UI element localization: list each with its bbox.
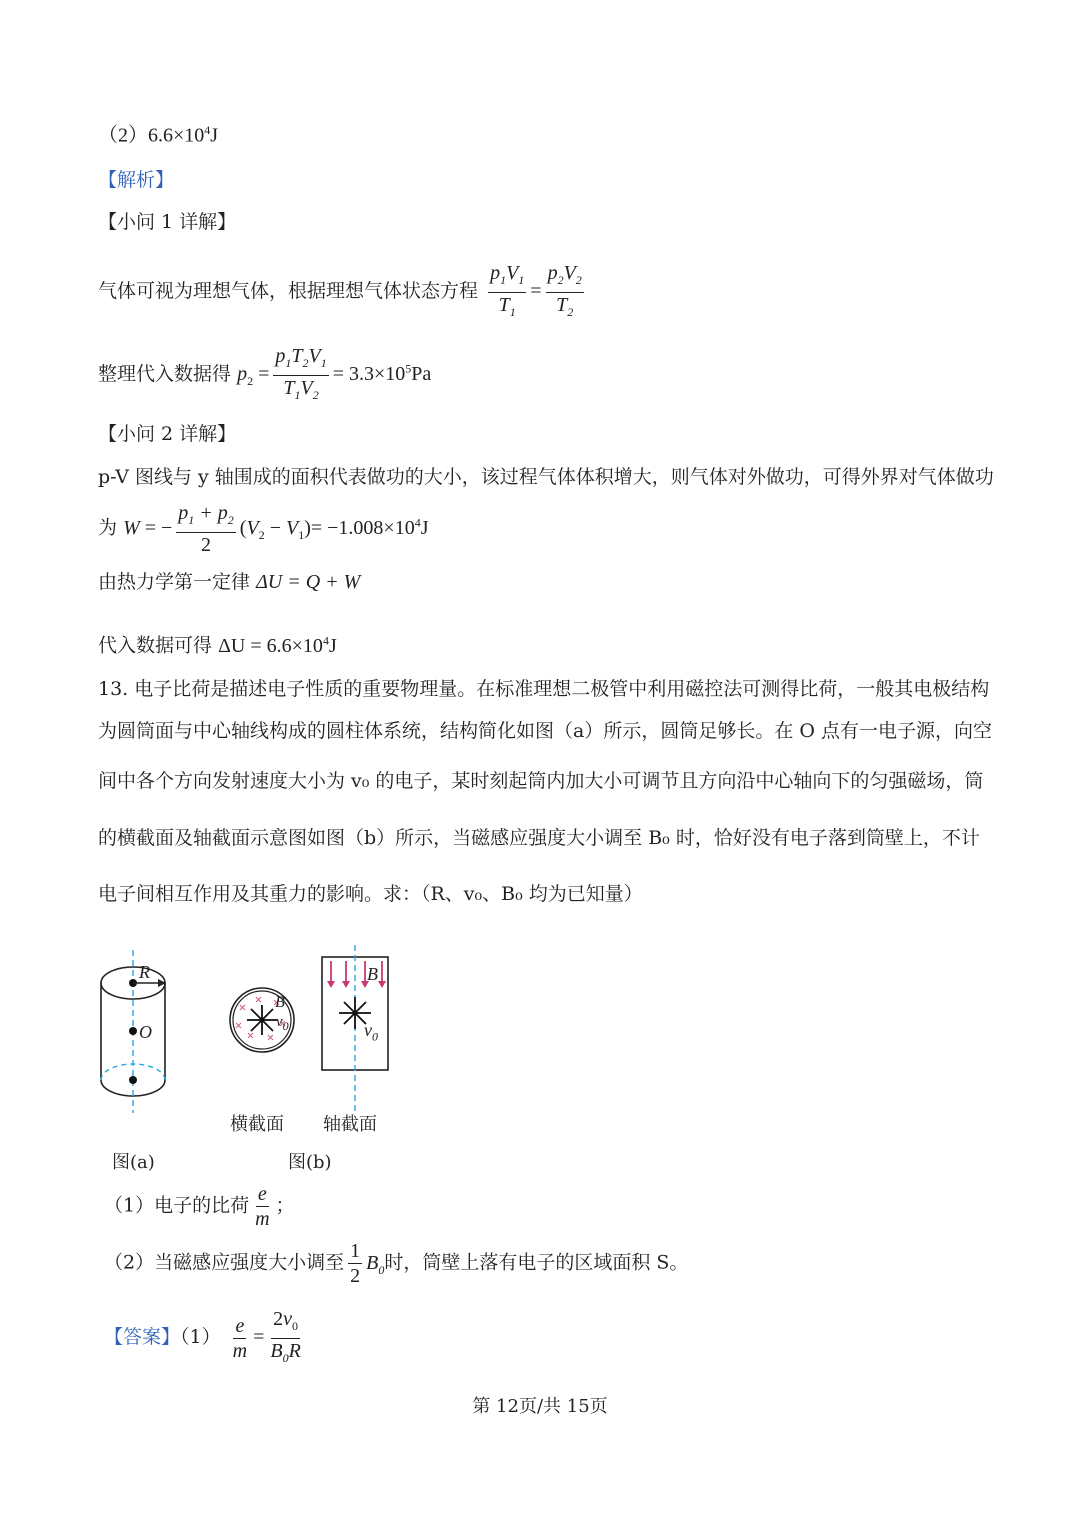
label-fig-a: 图(a) [112, 1152, 155, 1173]
work-unit: J [420, 516, 429, 539]
B0-symbol: $B_0$ [366, 1251, 385, 1277]
label-B-cross: B [275, 994, 285, 1011]
sub-question-1 [104, 1183, 295, 1230]
ideal-gas-formula: $\frac{p_1V_1}{T_1}$ = $\frac{p_2V_2}{T_2}$ [490, 262, 582, 319]
q2-heading: 【小问 2 详解】 [98, 423, 237, 445]
sub-q2-text-b: 时，筒壁上落有电子的区域面积 S。 [384, 1251, 689, 1274]
v0-cross-sub: 0 [282, 1019, 289, 1033]
label-fig-b: 图(b) [288, 1152, 332, 1173]
label-v0-axial [364, 1020, 378, 1045]
delta-u-exp: 4 [322, 633, 329, 647]
label-R: R [139, 962, 150, 982]
sub-q1-end: ； [275, 1194, 295, 1217]
label-B-axial: B [367, 964, 378, 984]
sub-q2-text-a: （2）当磁感应强度大小调至 [104, 1251, 345, 1274]
problem13-line1: 13. 电子比荷是描述电子性质的重要物理量。在标准理想二极管中利用磁控法可测得比荷，一般其电极结构 [98, 678, 990, 700]
p2-result: = 3.3×10 [332, 363, 406, 386]
work-formula: W = − $\frac{p_1 + p_2}{2}$ $(V_2 - V_1)= -1.008\times 10^4J$ [123, 502, 429, 556]
v0-cross-text: v [276, 1014, 283, 1030]
delta-u-value: ΔU = 6.6×10 [218, 634, 323, 657]
answer-line [104, 1308, 307, 1369]
part2-answer [98, 118, 218, 148]
v0-axial-text: v [364, 1020, 372, 1040]
delta-u-unit: J [328, 634, 337, 657]
v0-axial-sub: 0 [372, 1029, 378, 1044]
q1-line2-text: 整理代入数据得 [98, 363, 232, 386]
page-footer: 第 12页/共 15页 [472, 1396, 608, 1417]
label-axial-section: 轴截面 [323, 1114, 377, 1135]
axial-section-figure [322, 945, 388, 1115]
answer-exp: 4 [204, 123, 211, 137]
q2-line2 [98, 502, 429, 556]
q2-line3 [98, 570, 360, 594]
e-over-m: $\frac{e}{m}$ [255, 1183, 270, 1230]
physics-figure [90, 945, 410, 1115]
work-exp: 4 [414, 514, 421, 529]
q1-line2 [98, 345, 431, 406]
p2-formula: $p_2$ = $\frac{p_1T_2V_1}{T_1V_2}$ = $3.3\times 10^5Pa$ [237, 345, 432, 402]
q1-line1 [98, 262, 588, 323]
label-cross-section: 横截面 [230, 1114, 284, 1135]
problem13-line3: 间中各个方向发射速度大小为 v₀ 的电子，某时刻起筒内加大小可调节且方向沿中心轴向下的匀强磁场，筒 [98, 770, 984, 792]
q2-line2-prefix: 为 [98, 516, 118, 539]
p2-exp: 5 [405, 361, 412, 376]
label-v0-cross [276, 1014, 289, 1034]
answer-label: （2） [98, 124, 148, 147]
q2-line4-text: 代入数据可得 [98, 634, 213, 657]
half-fraction: $\frac{1}{2}$ [350, 1240, 361, 1287]
sub-q1-text: （1）电子的比荷 [104, 1194, 250, 1217]
q2-line1: p-V 图线与 y 轴围成的面积代表做功的大小，该过程气体体积增大，则气体对外做功，可得外界对气体做功 [98, 466, 994, 488]
answer-value: 6.6×10 [148, 124, 205, 147]
work-result: = −1.008×10 [310, 516, 415, 539]
delta-u-result [218, 635, 337, 657]
sub-question-2 [104, 1240, 688, 1287]
analysis-tag: 【解析】 [98, 169, 175, 191]
problem13-line4: 的横截面及轴截面示意图如图（b）所示，当磁感应强度大小调至 B₀ 时，恰好没有电子落到筒壁上，不计 [98, 827, 980, 849]
label-O: O [139, 1022, 152, 1042]
problem13-line2: 为圆筒面与中心轴线构成的圆柱体系统，结构简化如图（a）所示，圆筒足够长。在 O 点有一电子源，向空 [98, 720, 992, 742]
q1-heading: 【小问 1 详解】 [98, 211, 237, 233]
q2-line4 [98, 628, 337, 658]
answer-unit: J [210, 124, 219, 147]
problem13-line5: 电子间相互作用及其重力的影响。求：（R、v₀、B₀ 均为已知量） [98, 883, 643, 905]
answer-tag: 【答案】 [104, 1326, 181, 1349]
cylinder-figure [101, 950, 166, 1113]
answer-part: （1） [180, 1326, 221, 1349]
q2-line3-text: 由热力学第一定律 [98, 571, 251, 593]
answer-formula: $\frac{e}{m}$ = $\frac{2v_0}{B_0R}$ [232, 1308, 301, 1365]
q1-line1-text: 气体可视为理想气体，根据理想气体状态方程 [98, 280, 479, 303]
first-law-formula: ΔU = Q + W [256, 571, 361, 593]
p2-unit: Pa [411, 363, 432, 386]
